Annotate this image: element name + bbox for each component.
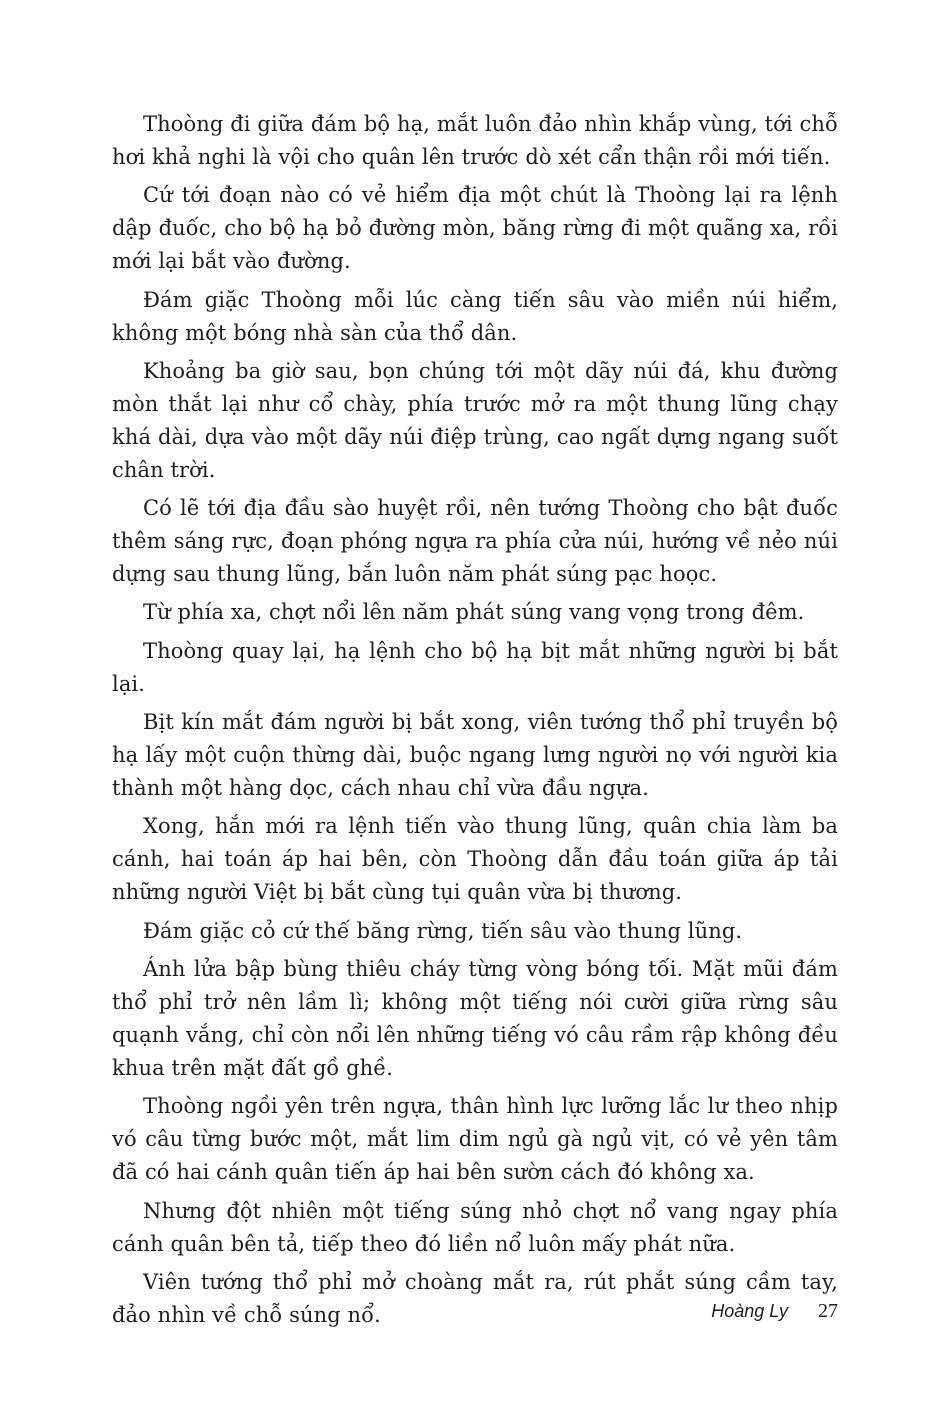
paragraph-8: Bịt kín mắt đám người bị bắt xong, viên tướng thổ phỉ truyền bộ hạ lấy một cuộn thừng dài, buộc ngang lưng người nọ với người kia thành một hàng dọc, cách nhau chỉ vừa đầu ngựa.	[112, 710, 838, 801]
page-number: 27	[818, 1300, 838, 1322]
paragraph-14: Viên tướng thổ phỉ mở choàng mắt ra, rút phắt súng cầm tay, đảo nhìn về chỗ súng nổ.	[112, 1269, 838, 1327]
paragraph-2: Cứ tới đoạn nào có vẻ hiểm địa một chút là Thoòng lại ra lệnh dập đuốc, cho bộ hạ bỏ đường mòn, băng rừng đi một quãng xa, rồi mới lại bắt vào đường.	[112, 183, 838, 274]
paragraph-10: Đám giặc cỏ cứ thế băng rừng, tiến sâu vào thung lũng.	[143, 918, 743, 943]
paragraph-4: Khoảng ba giờ sau, bọn chúng tới một dãy núi đá, khu đường mòn thắt lại như cổ chày, phía trước mở ra một thung lũng chạy khá dài, dựa vào một dãy núi điệp trùng, cao ngất dựng ngang suốt chân trời.	[112, 358, 838, 482]
paragraph-13: Nhưng đột nhiên một tiếng súng nhỏ chợt nổ vang ngay phía cánh quân bên tả, tiếp theo đó liền nổ luôn mấy phát nữa.	[112, 1198, 838, 1256]
paragraph-11: Ánh lửa bập bùng thiêu cháy từng vòng bóng tối. Mặt mũi đám thổ phỉ trở nên lầm lì; không một tiếng nói cười giữa rừng sâu quạnh vắng, chỉ còn nổi lên những tiếng vó câu rầm rập không đều khua trên mặt đất gồ ghề.	[112, 956, 838, 1080]
footer-author: Hoàng Ly	[711, 1301, 788, 1321]
paragraph-6: Từ phía xa, chợt nổi lên năm phát súng vang vọng trong đêm.	[143, 600, 805, 625]
paragraph-3: Đám giặc Thoòng mỗi lúc càng tiến sâu vào miền núi hiểm, không một bóng nhà sàn của thổ dân.	[112, 287, 838, 345]
paragraph-5: Có lẽ tới địa đầu sào huyệt rồi, nên tướng Thoòng cho bật đuốc thêm sáng rực, đoạn phóng ngựa ra phía cửa núi, hướng về nẻo núi dựng sau thung lũng, bắn luôn năm phát súng pạc hoọc.	[112, 496, 838, 587]
page-body-text	[112, 108, 838, 1337]
paragraph-12: Thoòng ngồi yên trên ngựa, thân hình lực lưỡng lắc lư theo nhịp vó câu từng bước một, mắt lim dim ngủ gà ngủ vịt, có vẻ yên tâm đã có hai cánh quân tiến áp hai bên sườn cách đó không xa.	[112, 1094, 838, 1185]
paragraph-1: Thoòng đi giữa đám bộ hạ, mắt luôn đảo nhìn khắp vùng, tới chỗ hơi khả nghi là vội cho quân lên trước dò xét cẩn thận rồi mới tiến.	[112, 112, 838, 169]
paragraph-7: Thoòng quay lại, hạ lệnh cho bộ hạ bịt mắt những người bị bắt lại.	[112, 638, 838, 696]
page-footer	[112, 1300, 838, 1330]
paragraph-9: Xong, hắn mới ra lệnh tiến vào thung lũng, quân chia làm ba cánh, hai toán áp hai bên, còn Thoòng dẫn đầu toán giữa áp tải những người Việt bị bắt cùng tụi quân vừa bị thương.	[112, 814, 838, 905]
